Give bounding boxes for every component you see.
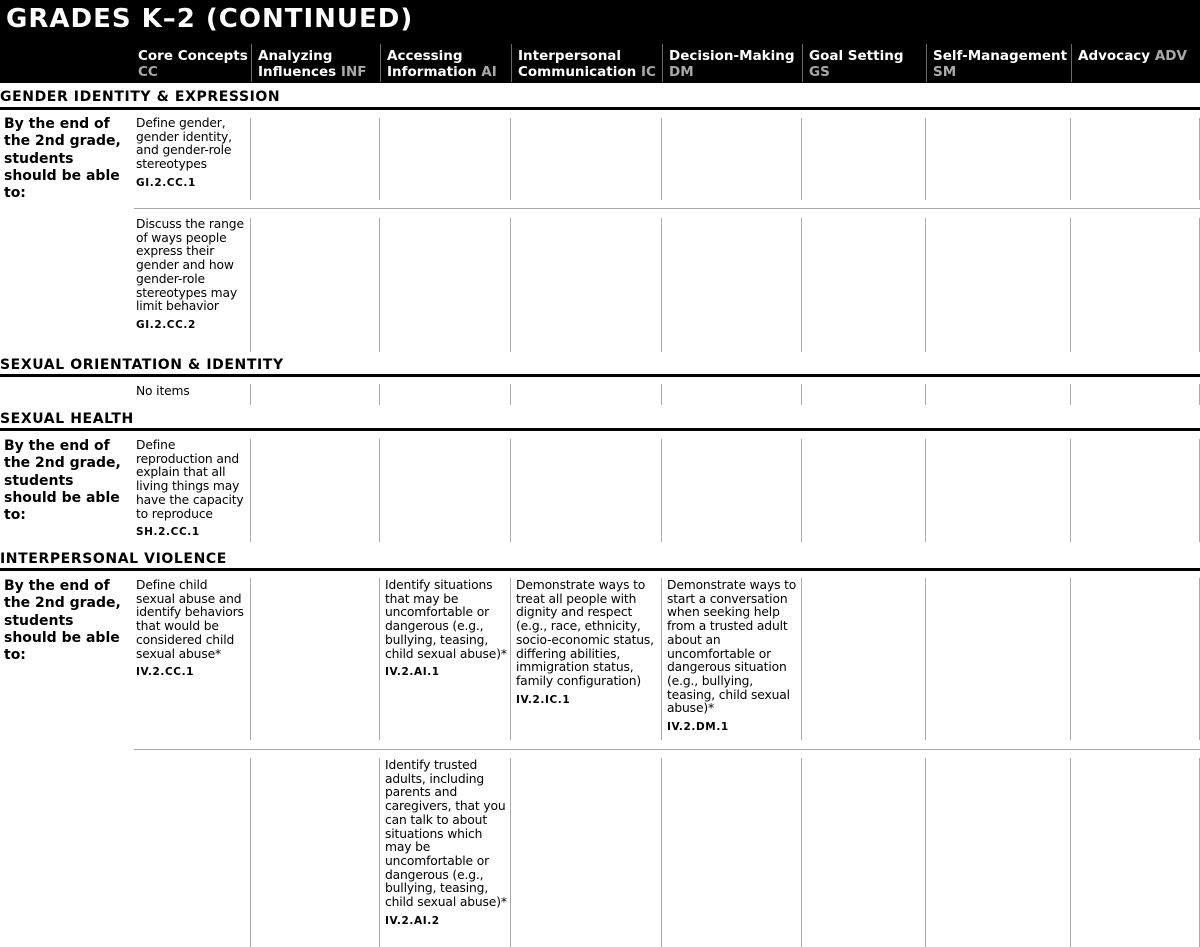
column-header-goal-setting bbox=[802, 44, 925, 82]
column-name: Goal Setting bbox=[809, 48, 904, 64]
column-divider bbox=[925, 384, 926, 405]
standard-code: GI.2.CC.1 bbox=[136, 176, 196, 189]
column-abbr: IC bbox=[640, 64, 656, 80]
column-abbr: SM bbox=[933, 64, 957, 80]
column-divider bbox=[925, 118, 926, 200]
column-divider bbox=[250, 384, 251, 405]
row-label: By the end of the 2nd grade, students should be able to: bbox=[4, 116, 121, 202]
standard-cell-iv-2-ai-1 bbox=[383, 579, 510, 680]
standard-text: Define child sexual abuse and identify behaviors that would be considered child sexual abuse* bbox=[136, 578, 244, 661]
standard-cell-iv-2-ic-1 bbox=[514, 579, 661, 707]
standard-code: GI.2.CC.2 bbox=[136, 318, 196, 331]
column-divider bbox=[379, 218, 380, 352]
column-divider bbox=[1070, 118, 1071, 200]
standard-cell-iv-2-cc-1 bbox=[134, 579, 250, 680]
column-divider bbox=[801, 118, 802, 200]
column-abbr: CC bbox=[138, 64, 158, 80]
standard-text: Define gender, gender identity, and gender-role stereotypes bbox=[136, 116, 232, 172]
column-abbr: GS bbox=[809, 64, 830, 80]
column-header-analyzing-influences bbox=[251, 44, 379, 82]
column-divider bbox=[379, 439, 380, 542]
column-divider bbox=[250, 118, 251, 200]
section-rule bbox=[0, 428, 1200, 431]
column-divider bbox=[661, 439, 662, 542]
column-name: Self-Management bbox=[933, 48, 1068, 64]
column-name-line2: Influences bbox=[258, 64, 337, 80]
column-header-core-concepts bbox=[132, 44, 250, 82]
standard-text: Identify situations that may be uncomfortable or dangerous (e.g., bullying, teasing, child sexual abuse)* bbox=[385, 578, 507, 661]
no-items-cell bbox=[134, 385, 250, 399]
standard-text: Demonstrate ways to treat all people with dignity and respect (e.g., race, ethnicity, socio-economic status, differing abilities, immigration status, family configuration) bbox=[516, 578, 654, 688]
page-header bbox=[0, 0, 1200, 83]
column-divider bbox=[925, 758, 926, 947]
standard-cell-sh-2-cc-1 bbox=[134, 439, 250, 540]
section-title-gender-identity: GENDER IDENTITY & EXPRESSION bbox=[0, 89, 281, 105]
column-divider bbox=[510, 758, 511, 947]
column-abbr: ADV bbox=[1154, 48, 1187, 64]
column-divider bbox=[250, 578, 251, 740]
column-divider bbox=[250, 218, 251, 352]
column-name: Interpersonal bbox=[518, 48, 622, 64]
standard-cell-iv-2-dm-1 bbox=[665, 579, 801, 735]
standard-code: IV.2.IC.1 bbox=[516, 693, 571, 706]
column-divider bbox=[801, 218, 802, 352]
standard-cell-iv-2-ai-2 bbox=[383, 759, 510, 928]
column-divider bbox=[925, 578, 926, 740]
section-title-interpersonal-violence: INTERPERSONAL VIOLENCE bbox=[0, 551, 227, 567]
section-rule bbox=[0, 374, 1200, 377]
standard-code: IV.2.DM.1 bbox=[667, 721, 729, 734]
standard-code: IV.2.AI.2 bbox=[385, 914, 440, 927]
column-abbr: INF bbox=[340, 64, 367, 80]
column-divider bbox=[510, 384, 511, 405]
row-divider bbox=[134, 208, 1200, 209]
column-divider bbox=[801, 439, 802, 542]
standard-cell-gi-2-cc-2 bbox=[134, 218, 250, 333]
column-divider bbox=[801, 384, 802, 405]
page-title: GRADES K–2 (CONTINUED) bbox=[6, 4, 414, 34]
column-divider bbox=[510, 118, 511, 200]
standard-text: Define reproduction and explain that all living things may have the capacity to reproduce bbox=[136, 438, 244, 521]
column-divider bbox=[1070, 218, 1071, 352]
section-title-sexual-health: SEXUAL HEALTH bbox=[0, 411, 134, 427]
column-divider bbox=[661, 218, 662, 352]
column-divider bbox=[1070, 384, 1071, 405]
column-divider bbox=[510, 578, 511, 740]
column-name: Accessing bbox=[387, 48, 463, 64]
column-divider bbox=[801, 578, 802, 740]
column-divider bbox=[379, 384, 380, 405]
column-divider bbox=[510, 439, 511, 542]
column-divider bbox=[379, 118, 380, 200]
column-divider bbox=[250, 439, 251, 542]
column-divider bbox=[925, 218, 926, 352]
row-label: By the end of the 2nd grade, students should be able to: bbox=[4, 438, 121, 524]
column-header-advocacy bbox=[1071, 44, 1200, 82]
column-divider bbox=[1070, 578, 1071, 740]
column-divider bbox=[925, 439, 926, 542]
column-name: Core Concepts bbox=[138, 48, 248, 64]
column-divider bbox=[379, 758, 380, 947]
standard-text: Identify trusted adults, including parents and caregivers, that you can talk to about situations which may be uncomfortable or dangerous (e.g., bullying, teasing, child sexual abuse)* bbox=[385, 758, 507, 910]
column-header-self-management bbox=[926, 44, 1070, 82]
column-name: Decision-Making bbox=[669, 48, 795, 64]
column-divider bbox=[801, 758, 802, 947]
column-header-accessing-information bbox=[380, 44, 510, 82]
column-name-line2: Information bbox=[387, 64, 477, 80]
column-divider bbox=[379, 578, 380, 740]
column-header-interpersonal-communication bbox=[511, 44, 661, 82]
standard-text: Demonstrate ways to start a conversation when seeking help from a trusted adult about an uncomfortable or dangerous situation (e.g., bullying, teasing, child sexual abuse)* bbox=[667, 578, 797, 716]
standard-code: SH.2.CC.1 bbox=[136, 526, 200, 539]
column-name: Analyzing bbox=[258, 48, 333, 64]
column-divider bbox=[661, 384, 662, 405]
column-divider bbox=[661, 578, 662, 740]
section-title-sexual-orientation: SEXUAL ORIENTATION & IDENTITY bbox=[0, 357, 284, 373]
column-divider bbox=[1070, 758, 1071, 947]
no-items-text: No items bbox=[136, 384, 190, 398]
column-name: Advocacy bbox=[1078, 48, 1151, 64]
column-abbr: AI bbox=[481, 64, 497, 80]
section-rule bbox=[0, 107, 1200, 110]
standard-text: Discuss the range of ways people express their gender and how gender-role stereotypes may limit behavior bbox=[136, 217, 244, 314]
column-divider bbox=[1070, 439, 1071, 542]
standard-code: IV.2.AI.1 bbox=[385, 666, 440, 679]
column-abbr: DM bbox=[669, 64, 694, 80]
row-divider bbox=[134, 749, 1200, 750]
column-divider bbox=[661, 758, 662, 947]
row-label: By the end of the 2nd grade, students should be able to: bbox=[4, 578, 121, 664]
column-name-line2: Communication bbox=[518, 64, 637, 80]
standard-code: IV.2.CC.1 bbox=[136, 666, 195, 679]
column-header-decision-making bbox=[662, 44, 801, 82]
section-rule bbox=[0, 568, 1200, 571]
column-divider bbox=[250, 758, 251, 947]
column-divider bbox=[661, 118, 662, 200]
standard-cell-gi-2-cc-1 bbox=[134, 117, 250, 191]
column-divider bbox=[510, 218, 511, 352]
